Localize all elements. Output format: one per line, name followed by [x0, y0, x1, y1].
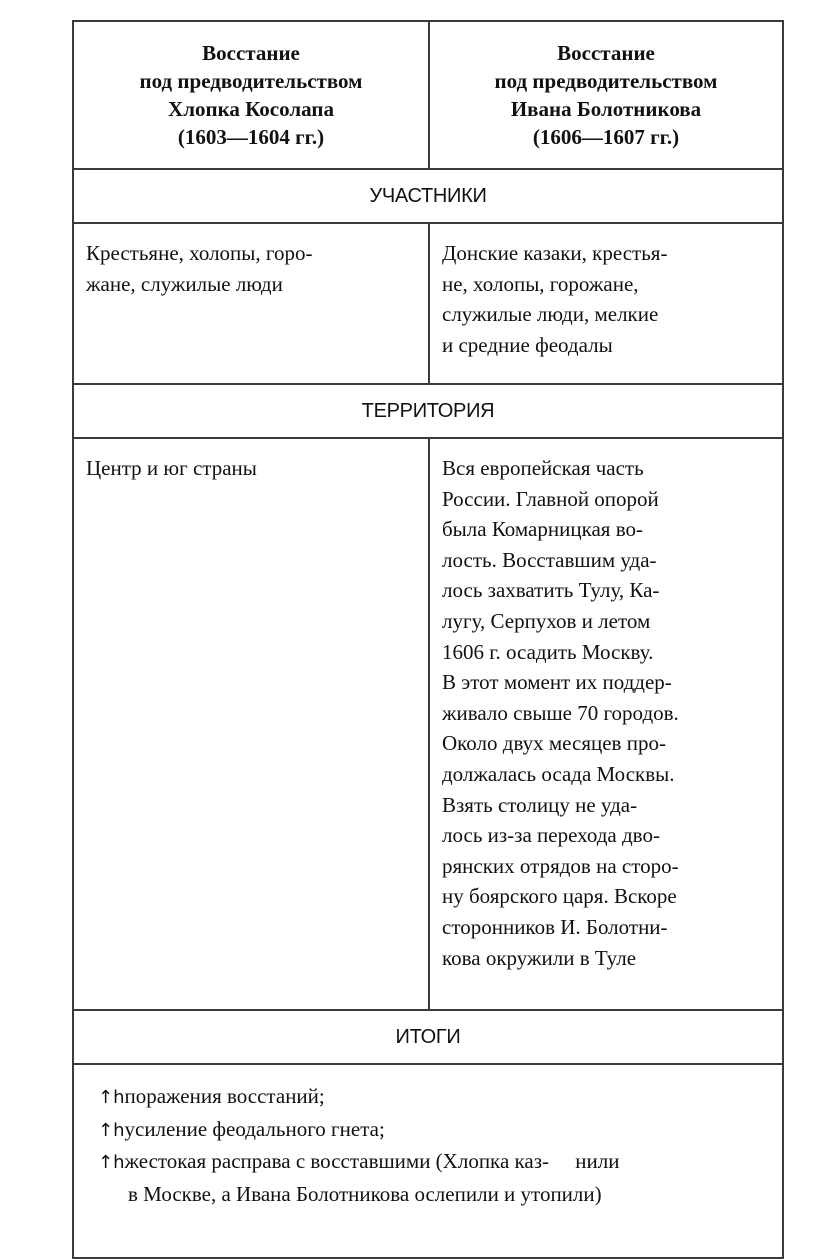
result-text: поражения восстаний;	[124, 1084, 325, 1108]
participants-right-cell	[429, 223, 783, 384]
result-item	[98, 1146, 772, 1179]
text-line: сторонников И. Болотни-	[442, 914, 668, 939]
text-line: Крестьяне, холопы, горо-	[86, 241, 313, 265]
text-line: кова окружили в Туле	[442, 945, 637, 970]
result-text: жестокая расправа с восставшими (Хлопка каз- нили	[124, 1149, 620, 1173]
text-line: должалась осада Москвы.	[442, 761, 675, 786]
text-line: лость. Восставшим уда-	[442, 547, 657, 572]
participants-row	[73, 223, 783, 384]
header-left-line: Хлопка Косолапа	[168, 97, 334, 121]
text-line: и средние феодалы	[442, 332, 613, 357]
result-item	[98, 1114, 772, 1147]
text-line: В этот момент их поддер-	[442, 670, 672, 695]
section-row-territory	[73, 384, 783, 438]
header-right-line: Восстание	[557, 41, 655, 65]
territory-right-cell	[429, 438, 783, 1010]
text-line: 1606 г. осадить Москву.	[442, 639, 654, 664]
section-row-results	[73, 1010, 783, 1064]
text-line: лось захватить Тулу, Ка-	[442, 578, 660, 603]
section-title-territory: ТЕРРИТОРИЯ	[73, 384, 783, 438]
results-row	[73, 1064, 783, 1258]
header-right-line: Ивана Болотникова	[510, 97, 702, 121]
text-line: Взять столицу не уда-	[442, 792, 638, 817]
text-line: служилые люди, мелкие	[442, 302, 659, 327]
text-line: Вся европейская часть	[442, 456, 644, 480]
text-line: лугу, Серпухов и летом	[442, 608, 651, 633]
header-right-line: (1606—1607 гг.)	[532, 125, 680, 149]
text-line: Донские казаки, крестья-	[442, 241, 668, 265]
header-bolotnikov	[429, 21, 783, 169]
text-line: России. Главной опорой	[442, 486, 659, 511]
territory-row	[73, 438, 783, 1010]
text-line: жане, служилые люди	[86, 271, 283, 296]
up-arrow-icon: ↑h	[98, 1119, 125, 1141]
results-cell	[73, 1064, 783, 1258]
header-left-line: (1603—1604 гг.)	[177, 125, 325, 149]
result-continuation: в Москве, а Ивана Болотникова ослепили и утопили)	[128, 1181, 602, 1206]
result-text: усиление феодального гнета;	[124, 1116, 385, 1141]
section-title-results: ИТОГИ	[73, 1010, 783, 1064]
header-row	[73, 21, 783, 169]
text-line: рянских отрядов на сторо-	[442, 853, 679, 878]
header-left-line: под предводительством	[139, 69, 363, 93]
up-arrow-icon: ↑h	[98, 1152, 125, 1173]
text-line: живало свыше 70 городов.	[442, 700, 679, 725]
up-arrow-icon: ↑h	[98, 1087, 125, 1108]
text-line: не, холопы, горожане,	[442, 271, 639, 296]
territory-left-cell	[73, 438, 429, 1010]
uprisings-comparison-table	[72, 20, 784, 1259]
section-row-participants	[73, 169, 783, 223]
text-line: лось из-за перехода дво-	[442, 823, 660, 848]
header-khlopok	[73, 21, 429, 169]
text-line: Центр и юг страны	[86, 456, 257, 480]
text-line: была Комарницкая во-	[442, 517, 643, 542]
header-right-line: под предводительством	[494, 69, 718, 93]
section-title-participants: УЧАСТНИКИ	[73, 169, 783, 223]
header-left-line: Восстание	[202, 41, 300, 65]
text-line: Около двух месяцев про-	[442, 731, 666, 756]
text-line: ну боярского царя. Вскоре	[442, 884, 677, 909]
participants-left-cell	[73, 223, 429, 384]
result-item	[98, 1081, 772, 1114]
